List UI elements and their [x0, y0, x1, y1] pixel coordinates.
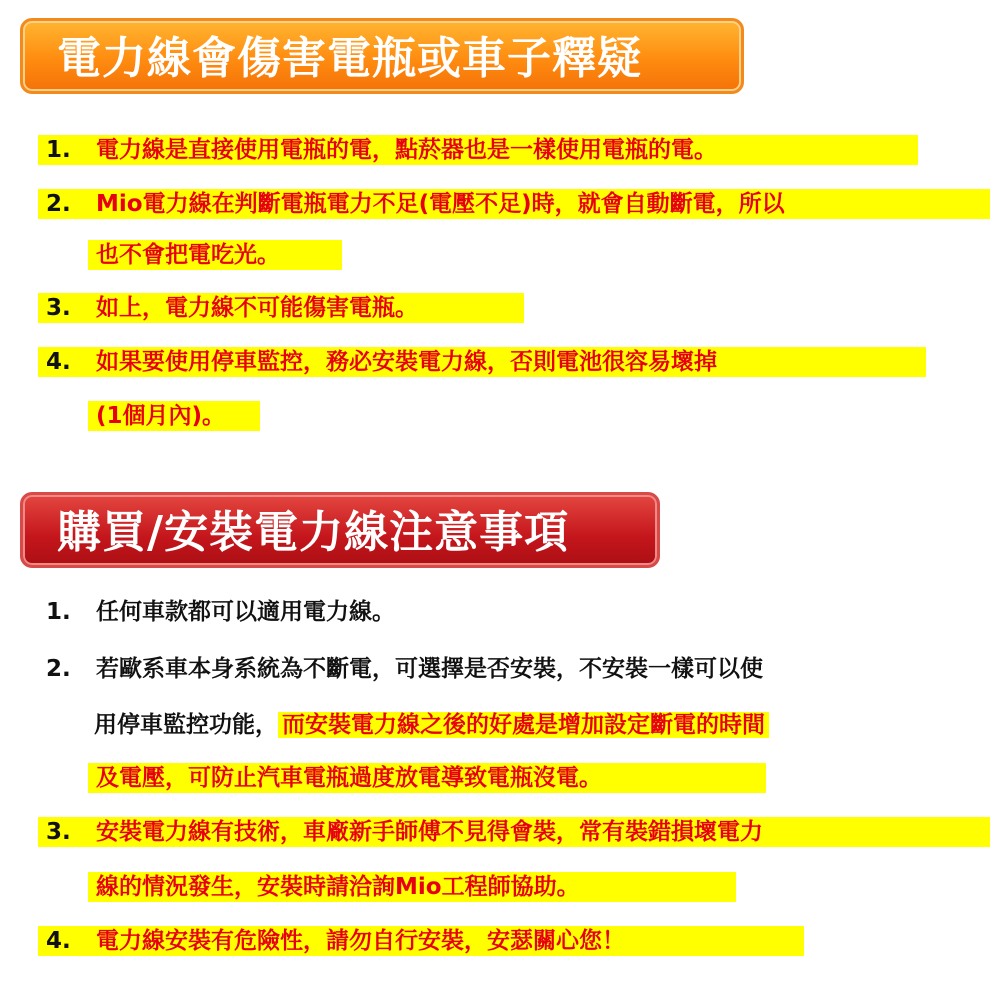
s1-item4-line1	[38, 347, 926, 377]
s1-item3-number: 3.	[46, 295, 71, 321]
section2-title: 購買/安裝電力線注意事項	[57, 507, 570, 558]
s2-item2-line2	[86, 710, 777, 740]
s1-item1-line1	[38, 135, 918, 165]
section2-title-banner	[20, 492, 660, 568]
s1-item1-number: 1.	[46, 137, 71, 163]
s2-item2-line3	[88, 763, 766, 793]
s2-item2-text-2-plain: 用停車監控功能，	[94, 712, 278, 738]
s2-item4-text: 電力線安裝有危險性，請勿自行安裝，安瑟關心您！	[96, 928, 625, 954]
s2-item2-text-1: 若歐系車本身系統為不斷電，可選擇是否安裝，不安裝一樣可以使	[96, 656, 763, 682]
s2-item2-text-2-highlight: 而安裝電力線之後的好處是增加設定斷電的時間	[278, 712, 769, 738]
s1-item2-text-1: Mio電力線在判斷電瓶電力不足(電壓不足)時，就會自動斷電，所以	[96, 191, 785, 217]
s1-item2-line2	[88, 240, 342, 270]
s2-item1-number: 1.	[46, 599, 71, 625]
s1-item2-number: 2.	[46, 191, 71, 217]
s2-item4-number: 4.	[46, 928, 71, 954]
s2-item3-text-1: 安裝電力線有技術，車廠新手師傅不見得會裝，常有裝錯損壞電力	[96, 819, 763, 845]
s2-item4-line1	[38, 926, 804, 956]
s1-item3-line1	[38, 293, 524, 323]
s1-item2-text-2: 也不會把電吃光。	[96, 242, 280, 268]
s2-item2-text-3: 及電壓，可防止汽車電瓶過度放電導致電瓶沒電。	[96, 765, 602, 791]
section1-title-banner	[20, 18, 744, 94]
s2-item3-text-2: 線的情況發生，安裝時請洽詢Mio工程師協助。	[96, 874, 580, 900]
s2-item3-line1	[38, 817, 990, 847]
s1-item3-text: 如上，電力線不可能傷害電瓶。	[96, 295, 418, 321]
s2-item2-number: 2.	[46, 656, 71, 682]
s2-item3-number: 3.	[46, 819, 71, 845]
s1-item4-number: 4.	[46, 349, 71, 375]
s1-item4-line2	[88, 401, 260, 431]
s1-item1-text: 電力線是直接使用電瓶的電，點菸器也是一樣使用電瓶的電。	[96, 137, 717, 163]
s1-item4-text-1: 如果要使用停車監控，務必安裝電力線，否則電池很容易壞掉	[96, 349, 717, 375]
s2-item2-line1	[38, 654, 771, 684]
s1-item4-text-2: (1個月內)。	[96, 403, 226, 429]
s2-item3-line2	[88, 872, 736, 902]
s2-item1-text: 任何車款都可以適用電力線。	[96, 599, 395, 625]
s1-item2-line1	[38, 189, 990, 219]
s2-item1-line1	[38, 597, 403, 627]
section1-title: 電力線會傷害電瓶或車子釋疑	[57, 33, 642, 84]
